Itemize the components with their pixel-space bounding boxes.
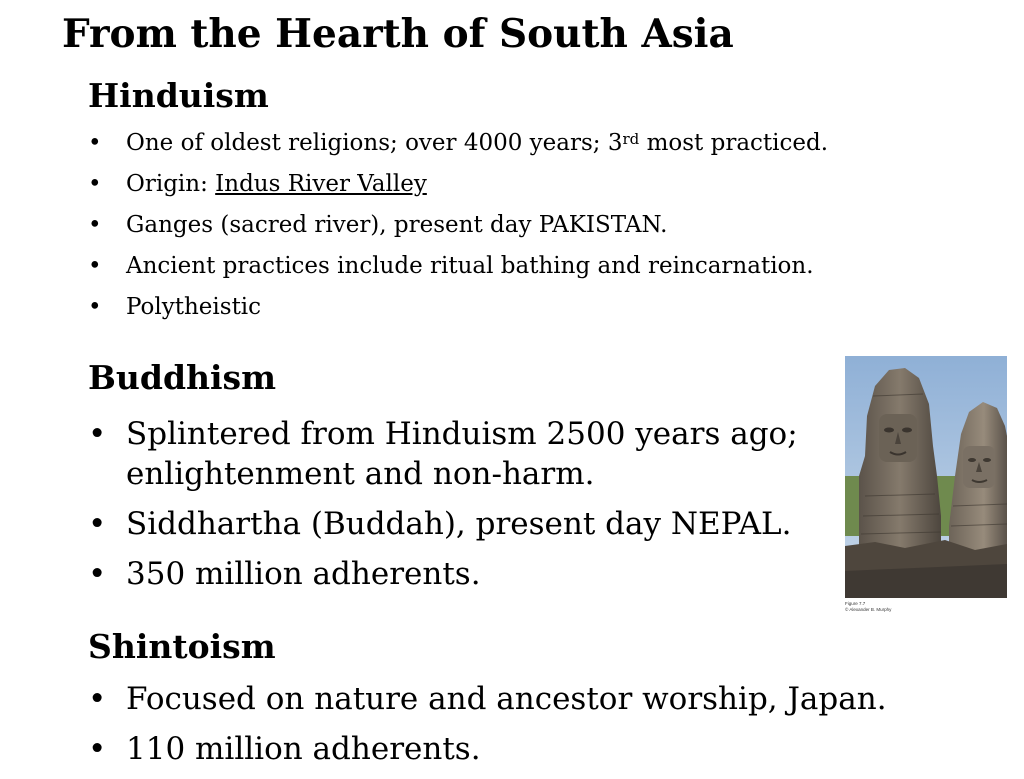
- temple-photo: [845, 356, 1007, 598]
- buddhism-bullet-1-line-2: enlightenment and non-harm.: [126, 456, 595, 492]
- list-item: [88, 129, 828, 157]
- bullet-icon: •: [88, 416, 107, 452]
- buddhism-heading: Buddhism: [88, 358, 277, 397]
- ordinal-suffix: rd: [622, 130, 640, 148]
- photo-caption: [845, 601, 891, 612]
- hinduism-heading: Hinduism: [88, 76, 269, 115]
- shintoism-bullet-2-text: 110 million adherents.: [126, 731, 481, 767]
- temple-photo-figure: [845, 356, 1007, 616]
- hinduism-bullet-4-text: Ancient practices include ritual bathing and reincarnation.: [126, 253, 814, 279]
- bullet-icon: •: [88, 294, 102, 320]
- bullet-icon: •: [88, 681, 107, 717]
- shintoism-bullet-1-text: Focused on nature and ancestor worship, Japan.: [126, 681, 887, 717]
- hinduism-bullet-3-text: Ganges (sacred river), present day PAKISTAN.: [126, 212, 668, 238]
- list-item: [88, 679, 887, 719]
- bullet-icon: •: [88, 171, 102, 197]
- shintoism-bullet-list: [88, 679, 887, 779]
- list-item: [88, 504, 798, 544]
- bullet-icon: •: [88, 212, 102, 238]
- indus-river-valley-link[interactable]: Indus River Valley: [215, 171, 427, 197]
- hinduism-bullet-5-text: Polytheistic: [126, 294, 262, 320]
- bullet-icon: •: [88, 253, 102, 279]
- buddhism-bullet-3-text: 350 million adherents.: [126, 556, 481, 592]
- shintoism-heading: Shintoism: [88, 627, 276, 666]
- hinduism-bullet-2-text: Origin:: [126, 171, 216, 197]
- slide-title: From the Hearth of South Asia: [62, 11, 734, 57]
- list-item: [88, 293, 828, 321]
- bullet-icon: •: [88, 506, 107, 542]
- bullet-icon: •: [88, 731, 107, 767]
- photo-caption-figure: Figure 7.7: [845, 601, 866, 606]
- list-item: [88, 414, 798, 494]
- bullet-icon: •: [88, 556, 107, 592]
- buddhism-bullet-list: [88, 414, 798, 604]
- list-item: [88, 252, 828, 280]
- hinduism-bullet-list: [88, 129, 828, 334]
- list-item: [88, 170, 828, 198]
- buddhism-bullet-1-line-1: Splintered from Hinduism 2500 years ago;: [126, 416, 798, 452]
- hinduism-bullet-1-end: most practiced.: [639, 130, 829, 156]
- bullet-icon: •: [88, 130, 102, 156]
- hinduism-bullet-1-text: One of oldest religions; over 4000 years; 3: [126, 130, 623, 156]
- buddhism-bullet-2-text: Siddhartha (Buddah), present day NEPAL.: [126, 506, 792, 542]
- list-item: [88, 211, 828, 239]
- list-item: [88, 729, 887, 769]
- list-item: [88, 554, 798, 594]
- photo-caption-credit: © Alexander B. Murphy: [845, 606, 892, 612]
